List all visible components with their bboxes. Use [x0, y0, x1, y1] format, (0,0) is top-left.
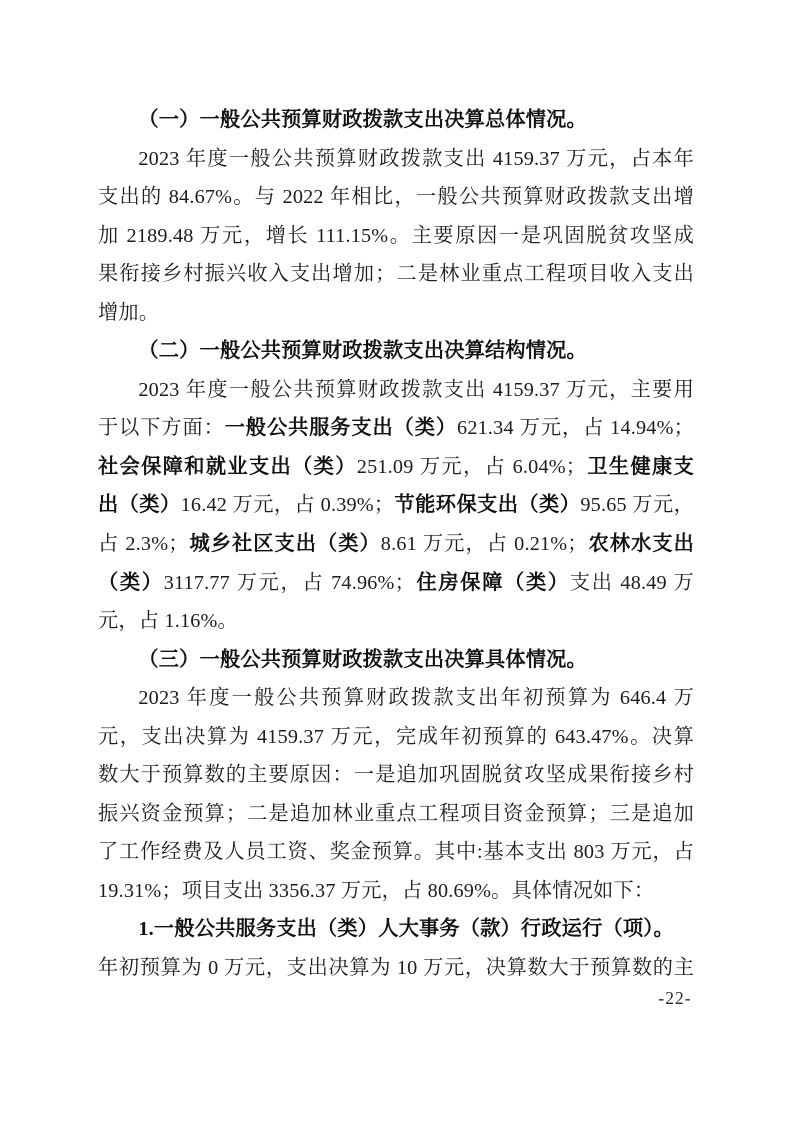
text-segment: 621.34 万元，占 14.94%；: [457, 417, 694, 440]
text-segment: 支出 48.49 万: [569, 571, 694, 594]
paragraph-line: [98, 525, 694, 564]
text-segment: 占 2.3%；: [98, 533, 189, 556]
paragraph-line: [98, 564, 694, 603]
text-segment: 城乡社区支出（类）: [188, 533, 381, 556]
text-segment: 元，支出决算为 4159.37 万元，完成年初预算的 643.47%。决算: [98, 725, 694, 748]
paragraph-line: [98, 718, 694, 757]
text-segment: （一）一般公共预算财政拨款支出决算总体情况。: [138, 109, 587, 131]
text-segment: 年初预算为 0 万元，支出决算为 10 万元，决算数大于预算数的主: [98, 957, 694, 980]
text-segment: 支出的 84.67%。与 2022 年相比，一般公共预算财政拨款支出增: [98, 186, 694, 209]
paragraph-line: [98, 756, 694, 795]
text-segment: 一般公共服务支出（类）: [224, 417, 458, 440]
text-segment: 出（类）: [98, 494, 181, 517]
paragraph-line: [98, 795, 694, 834]
text-segment: 19.31%；项目支出 3356.37 万元，占 80.69%。具体情况如下：: [98, 879, 655, 902]
text-segment: 了工作经费及人员工资、奖金预算。其中:基本支出 803 万元，占: [98, 841, 694, 864]
text-segment: 农林水支出: [587, 533, 694, 556]
text-segment: （类）: [98, 571, 164, 594]
text-segment: 251.09 万元，占 6.04%；: [356, 455, 587, 478]
paragraph-line: [98, 872, 694, 911]
text-segment: 1.一般公共服务支出（类）人大事务（款）行政运行（项）。: [138, 918, 674, 941]
text-segment: 16.42 万元，占 0.39%；: [180, 494, 395, 517]
section-heading-line: [98, 101, 694, 140]
text-segment: 数大于预算数的主要原因：一是追加巩固脱贫攻坚成果衔接乡村: [98, 764, 694, 787]
text-segment: 2023 年度一般公共预算财政拨款支出年初预算为 646.4 万: [138, 687, 694, 710]
text-segment: 增加。: [98, 301, 160, 324]
section-heading-line: [98, 332, 694, 371]
paragraph-line: [98, 140, 694, 179]
text-segment: 社会保障和就业支出（类）: [98, 455, 357, 478]
page-number: -22-: [658, 988, 692, 1008]
text-segment: （三）一般公共预算财政拨款支出决算具体情况。: [138, 648, 587, 671]
text-segment: 节能环保支出（类）: [394, 494, 581, 517]
text-segment: 卫生健康支: [586, 455, 694, 478]
text-segment: 元，占 1.16%。: [98, 610, 238, 633]
text-segment: 振兴资金预算；二是追加林业重点工程项目资金预算；三是追加: [98, 802, 694, 825]
text-block: [98, 101, 694, 988]
paragraph-line: [98, 448, 694, 487]
text-segment: 2023 年度一般公共预算财政拨款支出 4159.37 万元，主要用: [138, 378, 694, 401]
paragraph-line: [98, 602, 694, 641]
text-segment: 95.65 万元，: [580, 494, 694, 517]
paragraph-line: [98, 217, 694, 256]
text-segment: 于以下方面：: [98, 417, 225, 440]
text-segment: 2023 年度一般公共预算财政拨款支出 4159.37 万元，占本年: [138, 147, 694, 170]
paragraph-line: [98, 371, 694, 410]
paragraph-line: [98, 255, 694, 294]
paragraph-line: [98, 833, 694, 872]
text-segment: （二）一般公共预算财政拨款支出决算结构情况。: [138, 340, 587, 363]
paragraph-line: [98, 679, 694, 718]
paragraph-line: [98, 409, 694, 448]
text-segment: 8.61 万元，占 0.21%；: [380, 533, 588, 556]
paragraph-line: [98, 294, 694, 333]
section-heading-line: [98, 910, 694, 949]
paragraph-line: [98, 178, 694, 217]
paragraph-line: [98, 486, 694, 525]
text-segment: 加 2189.48 万元，增长 111.15%。主要原因一是巩固脱贫攻坚成: [98, 224, 694, 247]
text-segment: 住房保障（类）: [414, 571, 570, 594]
text-segment: 果衔接乡村振兴收入支出增加；二是林业重点工程项目收入支出: [98, 263, 694, 286]
section-heading-line: [98, 641, 694, 680]
text-segment: 3117.77 万元，占 74.96%；: [163, 571, 415, 594]
paragraph-line: [98, 949, 694, 988]
